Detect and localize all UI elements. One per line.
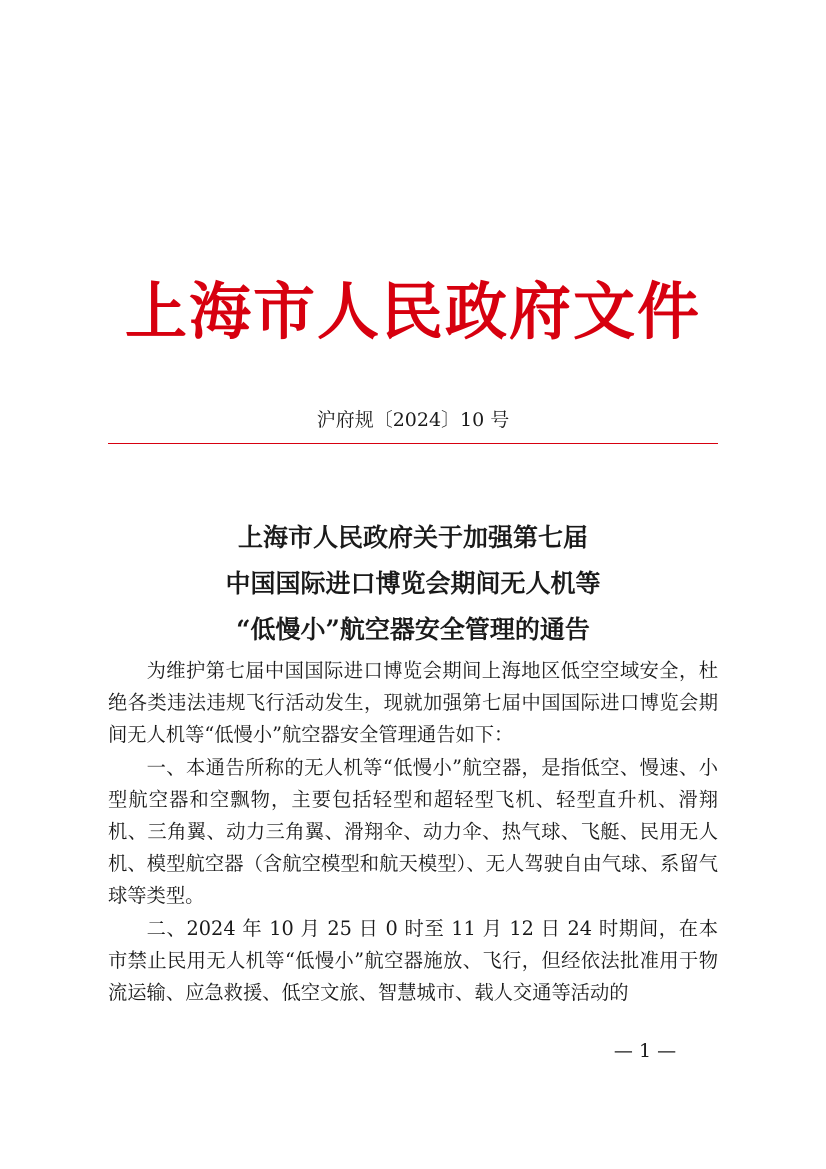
title-line-3: “低慢小”航空器安全管理的通告 xyxy=(236,615,590,644)
notice-title xyxy=(0,515,826,653)
page-number: — 1 — xyxy=(613,1040,677,1062)
body-paragraph-1: 一、本通告所称的无人机等“低慢小”航空器，是指低空、慢速、小型航空器和空飘物，主要包括轻型和超轻型飞机、轻型直升机、滑翔机、三角翼、动力三角翼、滑翔伞、动力伞、热气球、飞艇、民用无人机、模型航空器（含航空模型和航天模型）、无人驾驶自由气球、系留气球等类型。 xyxy=(108,755,718,908)
notice-body xyxy=(108,655,718,1009)
red-divider-line xyxy=(108,443,718,444)
body-paragraph-intro: 为维护第七届中国国际进口博览会期间上海地区低空空域安全，杜绝各类违法违规飞行活动发生，现就加强第七届中国国际进口博览会期间无人机等“低慢小”航空器安全管理通告如下： xyxy=(108,659,718,747)
body-paragraph-2: 二、2024 年 10 月 25 日 0 时至 11 月 12 日 24 时期间，在本市禁止民用无人机等“低慢小”航空器施放、飞行，但经依法批准用于物流运输、应急救援、低空文旅、智慧城市、载人交通等活动的 xyxy=(108,916,718,1005)
title-line-1: 上海市人民政府关于加强第七届 xyxy=(237,523,588,552)
document-masthead: 上海市人民政府文件 xyxy=(124,275,701,348)
document-number: 沪府规〔2024〕10 号 xyxy=(316,409,510,431)
title-line-2: 中国国际进口博览会期间无人机等 xyxy=(225,569,601,598)
